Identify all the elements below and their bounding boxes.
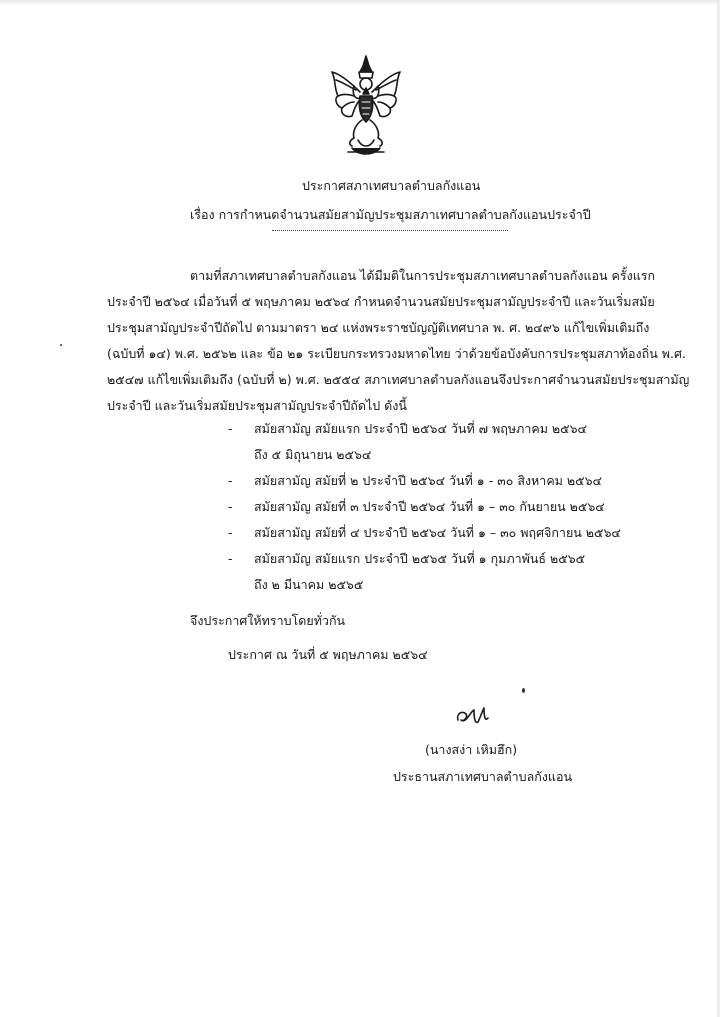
document-subject: เรื่อง การกำหนดจำนวนสมัยสามัญประชุมสภาเทศบาลตำบลกังแอนประจำปี <box>190 207 591 222</box>
list-bullet: - <box>228 499 233 514</box>
session-item <box>228 549 585 569</box>
list-bullet: - <box>228 473 233 488</box>
list-bullet: - <box>228 525 233 540</box>
session-item <box>228 497 605 517</box>
session-text: สมัยสามัญ สมัยที่ ๓ ประจำปี ๒๕๖๔ วันที่ ๑ – ๓๐ กันยายน ๒๕๖๔ <box>254 499 605 514</box>
signer-name: (นางสง่า เหิมฮึก) <box>425 742 518 757</box>
body-paragraph-line: ประจำปี และวันเริ่มสมัยประชุมสามัญประจำปีถัดไป ดังนี้ <box>107 398 407 413</box>
announcement-date: ประกาศ ณ วันที่ ๕ พฤษภาคม ๒๕๖๔ <box>228 647 428 662</box>
session-text: สมัยสามัญ สมัยแรก ประจำปี ๒๕๖๕ วันที่ ๑ กุมภาพันธ์ ๒๕๖๕ <box>254 551 586 566</box>
scan-speck <box>60 344 62 346</box>
body-paragraph-line: ตามที่สภาเทศบาลตำบลกังแอน ได้มีมติในการประชุมสภาเทศบาลตำบลกังแอน ครั้งแรก <box>190 268 656 283</box>
session-text: สมัยสามัญ สมัยแรก ประจำปี ๒๕๖๔ วันที่ ๗ พฤษภาคม ๒๕๖๔ <box>254 421 588 436</box>
session-item <box>228 523 621 543</box>
session-item <box>228 471 602 491</box>
announcement-title: ประกาศสภาเทศบาลตำบลกังแอน <box>302 178 481 193</box>
title-divider <box>272 230 508 231</box>
body-paragraph-line: (ฉบับที่ ๑๔) พ.ศ. ๒๕๖๒ และ ข้อ ๒๑ ระเบียบกระทรวงมหาดไทย ว่าด้วยข้อบังคับการประชุมสภาท้องถิ่น พ.ศ. <box>107 346 686 361</box>
session-continuation: ถึง ๒ มีนาคม ๒๕๖๕ <box>254 577 364 592</box>
garuda-emblem-icon <box>326 52 406 160</box>
list-bullet: - <box>228 421 233 436</box>
body-paragraph-line: ประจำปี ๒๕๖๔ เมื่อวันที่ ๕ พฤษภาคม ๒๕๖๔ กำหนดจำนวนสมัยประชุมสามัญประจำปี และวันเริ่มสมัย <box>107 294 655 309</box>
body-paragraph-line: ๒๕๔๗ แก้ไขเพิ่มเติมถึง (ฉบับที่ ๒) พ.ศ. ๒๕๕๔ สภาเทศบาลตำบลกังแอนจึงประกาศจำนวนสมัยประชุมสามัญ <box>107 372 690 387</box>
scan-shadow <box>0 0 720 6</box>
session-text: สมัยสามัญ สมัยที่ ๒ ประจำปี ๒๕๖๔ วันที่ ๑ - ๓๐ สิงหาคม ๒๕๖๔ <box>254 473 602 488</box>
session-text: สมัยสามัญ สมัยที่ ๔ ประจำปี ๒๕๖๔ วันที่ ๑ – ๓๐ พฤศจิกายน ๒๕๖๔ <box>254 525 621 540</box>
signer-position: ประธานสภาเทศบาลตำบลกังแอน <box>393 769 573 784</box>
session-item <box>228 419 587 439</box>
list-bullet: - <box>228 551 233 566</box>
closing-notice: จึงประกาศให้ทราบโดยทั่วกัน <box>190 613 346 628</box>
scan-speck <box>522 688 525 693</box>
session-continuation: ถึง ๕ มิถุนายน ๒๕๖๔ <box>254 447 372 462</box>
body-paragraph-line: ประชุมสามัญประจำปีถัดไป ตามมาตรา ๒๔ แห่งพระราชบัญญัติเทศบาล พ. ศ. ๒๔๙๖ แก้ไขเพิ่มเติมถึง <box>107 320 650 335</box>
handwritten-signature-icon <box>452 704 492 730</box>
